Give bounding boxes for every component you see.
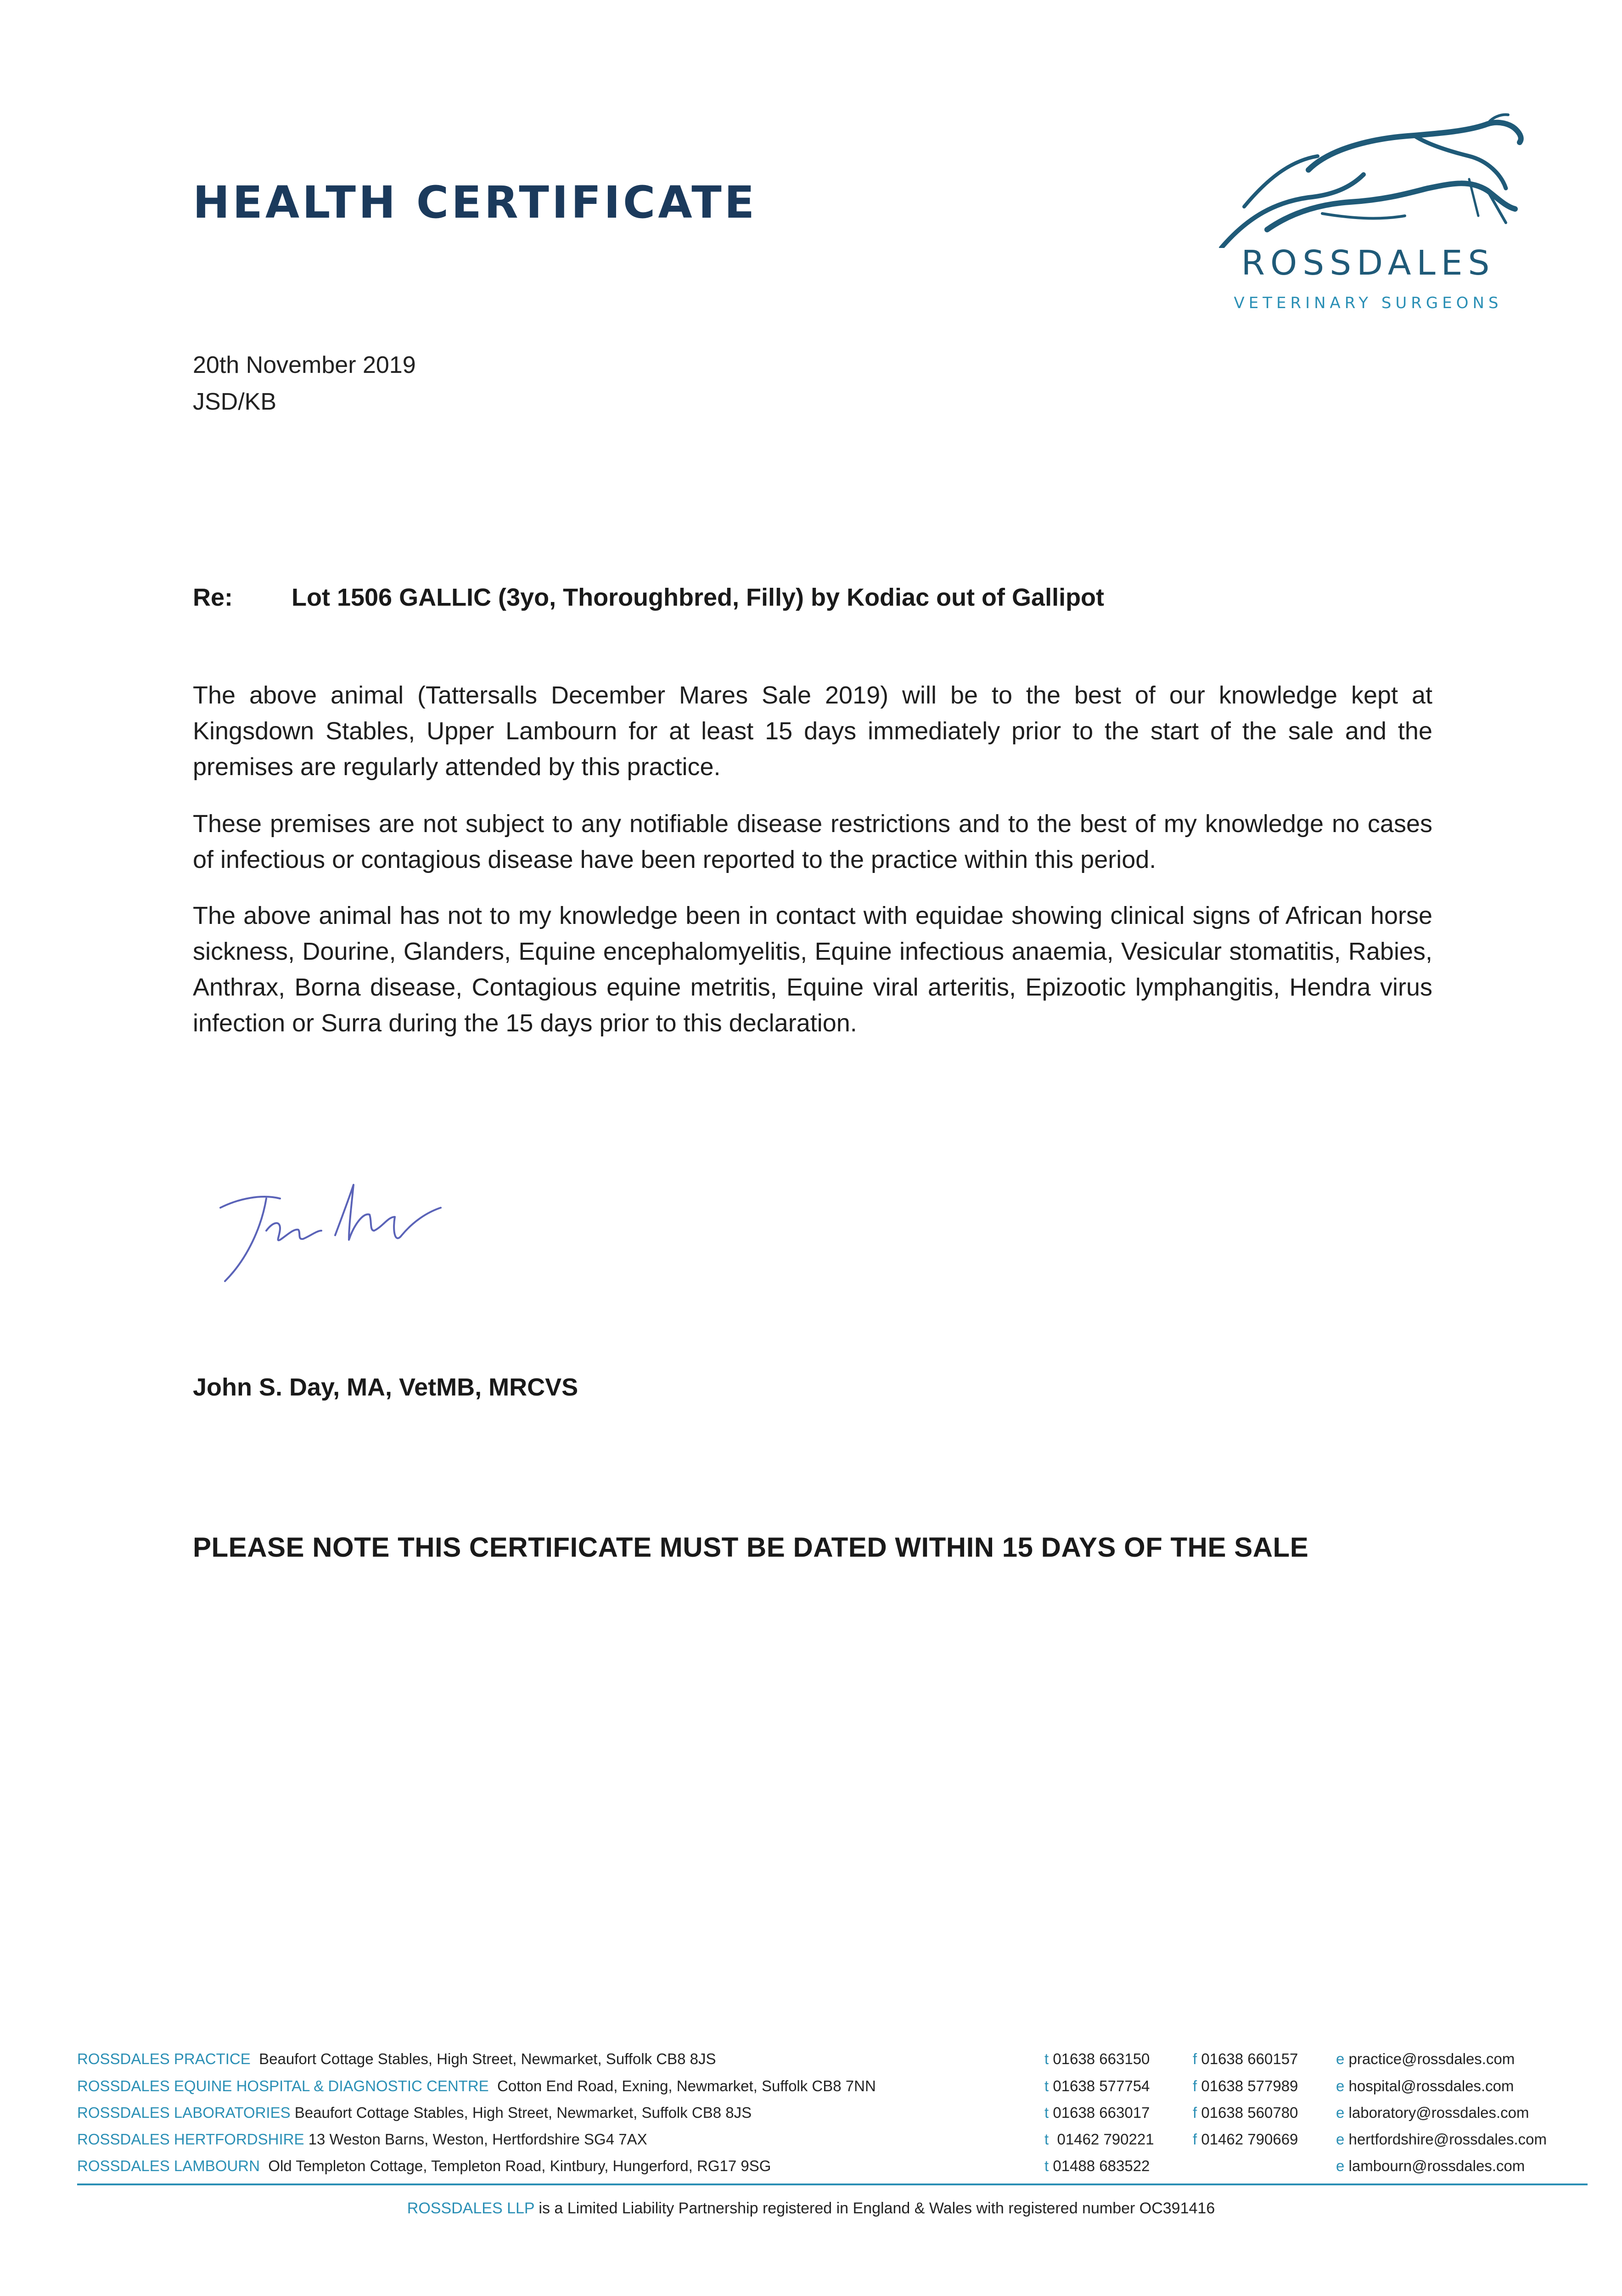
footer-phone: t 01488 683522	[1044, 2157, 1150, 2174]
footer-fax: f 01638 660157	[1193, 2050, 1298, 2067]
footer-email: e hospital@rossdales.com	[1336, 2077, 1514, 2094]
footer-phone: t 01462 790221	[1044, 2131, 1154, 2148]
legal-entity: ROSSDALES LLP	[407, 2200, 534, 2217]
legal-notice	[0, 2200, 1622, 2217]
footer-phone: t 01638 663017	[1044, 2104, 1150, 2121]
handwritten-signature	[211, 1166, 487, 1304]
logo-wordmark: ROSSDALES	[1241, 243, 1495, 283]
document-date: 20th November 2019	[193, 352, 416, 378]
footer-row	[77, 2104, 752, 2122]
office-name: ROSSDALES EQUINE HOSPITAL & DIAGNOSTIC CENTRE	[77, 2077, 489, 2094]
office-address: 13 Weston Barns, Weston, Hertfordshire SG4 7AX	[308, 2131, 647, 2148]
footer-fax: f 01462 790669	[1193, 2131, 1298, 2148]
footer-row	[77, 2131, 647, 2148]
office-address: Beaufort Cottage Stables, High Street, Newmarket, Suffolk CB8 8JS	[259, 2050, 716, 2067]
office-name: ROSSDALES LABORATORIES	[77, 2104, 291, 2121]
footer-row	[77, 2157, 771, 2175]
subject-label: Re:	[193, 584, 233, 611]
validity-note: PLEASE NOTE THIS CERTIFICATE MUST BE DATED WITHIN 15 DAYS OF THE SALE	[193, 1532, 1309, 1563]
footer-email: e practice@rossdales.com	[1336, 2050, 1515, 2067]
subject-text: Lot 1506 GALLIC (3yo, Thoroughbred, Filly) by Kodiac out of Gallipot	[292, 584, 1105, 611]
office-name: ROSSDALES HERTFORDSHIRE	[77, 2131, 304, 2148]
footer-row	[77, 2077, 876, 2095]
document-title: HEALTH CERTIFICATE	[193, 177, 758, 228]
footer-fax: f 01638 560780	[1193, 2104, 1298, 2121]
footer-row	[77, 2050, 716, 2068]
rossdales-logo	[1212, 110, 1524, 335]
body-paragraph: These premises are not subject to any notifiable disease restrictions and to the best of my knowledge no cases of infectious or contagious disease have been reported to the practice within this period.	[193, 810, 1432, 873]
body-paragraph: The above animal has not to my knowledge been in contact with equidae showing clinical signs of African horse sickness, Dourine, Glanders, Equine encephalomyelitis, Equine infectious anaemia, Vesicular stomatitis, Rabies, Anthrax, Borna disease, Contagious equine metritis, Equine viral arteritis, Epizootic lymphangitis, Hendra virus infection or Surra during the 15 days prior to this declaration.	[193, 902, 1432, 1037]
footer-divider	[77, 2183, 1588, 2185]
footer-email: e hertfordshire@rossdales.com	[1336, 2131, 1547, 2148]
office-name: ROSSDALES LAMBOURN	[77, 2157, 260, 2174]
body-paragraph: The above animal (Tattersalls December Mares Sale 2019) will be to the best of our knowledge kept at Kingsdown Stables, Upper Lambourn for at least 15 days immediately prior to the start of the sale and the premises are regularly attended by this practice.	[193, 681, 1432, 781]
legal-text: is a Limited Liability Partnership registered in England & Wales with registered number OC391416	[539, 2200, 1215, 2217]
logo-tagline: VETERINARY SURGEONS	[1234, 294, 1503, 312]
office-address: Cotton End Road, Exning, Newmarket, Suffolk CB8 7NN	[497, 2077, 876, 2094]
document-reference: JSD/KB	[193, 388, 277, 415]
footer-email: e lambourn@rossdales.com	[1336, 2157, 1525, 2174]
footer-phone: t 01638 577754	[1044, 2077, 1150, 2094]
office-address: Old Templeton Cottage, Templeton Road, Kintbury, Hungerford, RG17 9SG	[268, 2157, 771, 2174]
galloping-horse-icon	[1212, 110, 1524, 248]
footer-phone: t 01638 663150	[1044, 2050, 1150, 2067]
footer-fax: f 01638 577989	[1193, 2077, 1298, 2094]
signer-name: John S. Day, MA, VetMB, MRCVS	[193, 1373, 578, 1401]
office-address: Beaufort Cottage Stables, High Street, Newmarket, Suffolk CB8 8JS	[294, 2104, 752, 2121]
footer-email: e laboratory@rossdales.com	[1336, 2104, 1529, 2121]
office-name: ROSSDALES PRACTICE	[77, 2050, 251, 2067]
